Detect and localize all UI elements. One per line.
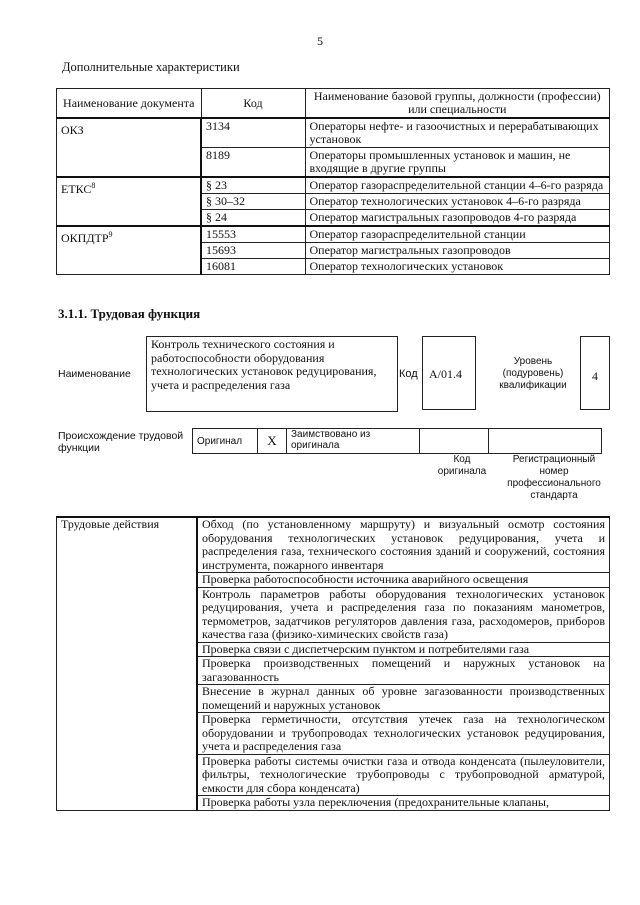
qualification-level-value: 4 [580, 336, 610, 410]
reg-number-label: Регистрационный номер профессионального стандарта [507, 454, 601, 501]
page-number: 5 [317, 34, 323, 48]
origin-table [192, 428, 602, 454]
borrowed-label: Заимствовано из оригинала [287, 429, 420, 454]
original-mark: X [258, 429, 287, 454]
doc-cell: ОКПДТР$^9$ [57, 226, 202, 275]
origin-label: Происхождение трудовой функции [58, 430, 184, 454]
code-cell: 15693 [201, 243, 305, 259]
additional-characteristics-table [56, 88, 610, 275]
labor-actions-label: Трудовые действия [57, 517, 198, 810]
code-cell: 8189 [201, 148, 305, 178]
code-cell: § 30–32 [201, 194, 305, 210]
qualification-level-label: Уровень (подуровень) квалификации [499, 356, 567, 391]
code-original-cell [420, 429, 489, 454]
code-cell: 3134 [201, 118, 305, 148]
name-cell: Оператор технологических установок 4–6-го разряда [305, 194, 610, 210]
table-row [57, 177, 610, 194]
code-cell: § 24 [201, 210, 305, 227]
code-cell: 15553 [201, 226, 305, 243]
table-row [57, 118, 610, 148]
header-group-name: Наименование базовой группы, должности (профессии) или специальности [305, 89, 610, 119]
header-document: Наименование документа [57, 89, 202, 119]
code-original-label: Код оригинала [437, 454, 487, 477]
name-cell: Оператор газораспределительной станции [305, 226, 610, 243]
section-title: 3.1.1. Трудовая функция [58, 306, 201, 321]
reg-number-cell [489, 429, 602, 454]
action-item: Проверка работоспособности источника аварийного освещения [197, 573, 610, 588]
action-item: Внесение в журнал данных об уровне загазованности производственных помещений и наружных установок [197, 685, 610, 713]
name-cell: Оператор газораспределительной станции 4–6-го разряда [305, 177, 610, 194]
action-item: Обход (по установленному маршруту) и визуальный осмотр состояния оборудования технологических установок редуцирования, учета и распределения газа, технического состояния зданий и сооружений, состояния инструмента, пожарного инвентаря [197, 517, 610, 573]
doc-cell: ОКЗ [57, 118, 202, 177]
action-item: Проверка работы узла переключения (предохранительные клапаны, [197, 796, 610, 811]
name-cell: Операторы промышленных установок и машин, не входящие в другие группы [305, 148, 610, 178]
doc-cell: ЕТКС$^8$ [57, 177, 202, 226]
additional-characteristics-title: Дополнительные характеристики [62, 60, 240, 74]
function-code-label: Код [399, 368, 418, 380]
header-code: Код [201, 89, 305, 119]
action-item: Проверка связи с диспетчерским пунктом и потребителями газа [197, 642, 610, 657]
name-cell: Оператор технологических установок [305, 259, 610, 275]
function-name-label: Наименование [58, 368, 131, 380]
name-cell: Оператор магистральных газопроводов 4-го разряда [305, 210, 610, 227]
function-name-value: Контроль технического состояния и работоспособности оборудования технологических установок редуцирования, учета и распределения газа [146, 336, 398, 412]
code-cell: 16081 [201, 259, 305, 275]
table-row [57, 517, 610, 573]
table-row [57, 226, 610, 243]
name-cell: Операторы нефте- и газоочистных и перерабатывающих установок [305, 118, 610, 148]
action-item: Проверка работы системы очистки газа и отвода конденсата (пылеуловители, фильтры, технологические трубопроводы с трубопроводной арматурой, емкости для сбора конденсата) [197, 754, 610, 796]
action-item: Проверка герметичности, отсутствия утечек газа на технологическом оборудовании и трубопроводах технологических установок редуцирования, учета и распределения газа [197, 713, 610, 755]
action-item: Контроль параметров работы оборудования технологических установок редуцирования, учета и распределения газа по показаниям манометров, термометров, задатчиков регуляторов давления газа, расходомеров, приборов качества газа (физико-химических свойств газа) [197, 587, 610, 642]
code-cell: § 23 [201, 177, 305, 194]
action-item: Проверка производственных помещений и наружных установок на загазованность [197, 657, 610, 685]
original-label: Оригинал [193, 429, 258, 454]
labor-actions-table [56, 516, 610, 811]
function-code-value: А/01.4 [422, 336, 476, 410]
name-cell: Оператор магистральных газопроводов [305, 243, 610, 259]
